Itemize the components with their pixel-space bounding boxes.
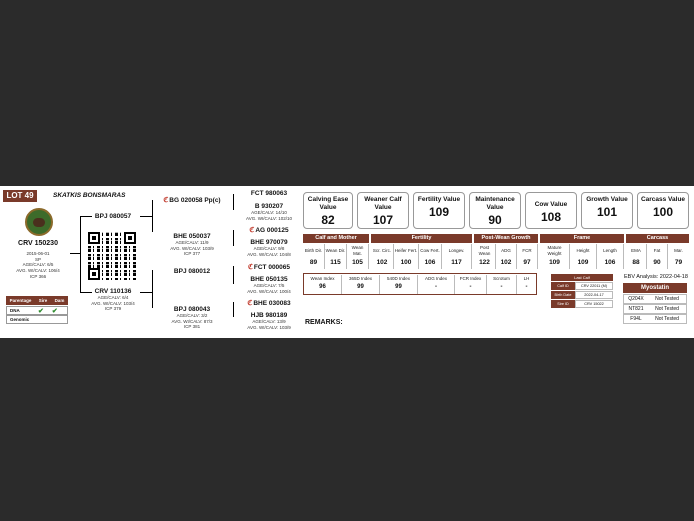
animal-details <box>6 251 70 279</box>
sa-stud-icon: ℭ <box>247 264 253 271</box>
value-label: Maintenance Value <box>475 196 515 211</box>
trait-label: Fat <box>653 247 661 253</box>
legend-row-genomic <box>6 315 68 324</box>
sa-stud-icon: ℭ <box>163 197 169 204</box>
pedigree-line <box>233 302 234 317</box>
check-icon: ✔ <box>51 307 58 315</box>
value-number: 101 <box>596 204 618 219</box>
ddd-avg: AVG. WI/CALV: 103/9 <box>247 324 291 330</box>
value-box-cow <box>525 192 577 229</box>
sd-block <box>160 233 224 257</box>
index-value: - <box>525 284 528 290</box>
section-frame: Frame <box>540 234 624 243</box>
index-cell <box>342 275 380 294</box>
trait-value: 105 <box>352 259 363 266</box>
last-calf-key: Birth Date <box>551 291 575 299</box>
trait-value: 122 <box>479 259 490 266</box>
dd-id: BPJ 080043 <box>173 306 211 313</box>
trait-label: Wean Dir. <box>325 247 346 253</box>
pedigree-line <box>233 230 234 246</box>
value-box-fertility <box>413 192 465 229</box>
pedigree-line <box>140 216 152 217</box>
value-number: 108 <box>540 209 562 224</box>
legend-parentage: Parentage <box>9 298 32 303</box>
trait-cell <box>597 244 624 269</box>
dss-id-text: FCT 000065 <box>253 264 291 271</box>
myostatin-row <box>623 314 687 324</box>
value-box-growth <box>581 192 633 229</box>
trait-cell <box>570 244 597 269</box>
trait-value: 102 <box>376 259 388 266</box>
last-calf-row <box>551 291 613 299</box>
last-calf-header: Last Calf <box>551 274 613 281</box>
sa-stud-icon: ℭ <box>247 300 253 307</box>
trait-label: Length <box>603 247 617 253</box>
animal-sex: SP <box>34 256 41 262</box>
myostatin-value: Not Tested <box>655 306 679 312</box>
index-cell <box>517 275 536 294</box>
myostatin-header: Myostatin <box>623 283 687 293</box>
trait-cell <box>668 244 689 269</box>
trait-value: 102 <box>500 259 512 266</box>
value-label: Weaner Calf Value <box>364 196 402 211</box>
trait-value: 88 <box>632 259 640 266</box>
ssd-block <box>238 203 300 221</box>
trait-label: Cow Fert. <box>420 247 440 253</box>
last-calf-value: 2022-04-17 <box>575 291 613 299</box>
trait-value: 79 <box>674 259 683 266</box>
dds-id-text: BHE 030083 <box>253 300 291 307</box>
ebv-analysis-date: EBV Analysis: 2022-04-18 <box>624 274 688 280</box>
index-label: ADG Index <box>424 276 447 281</box>
value-number: 90 <box>488 212 502 227</box>
trait-value: 106 <box>424 259 436 266</box>
ddd-block <box>238 312 300 330</box>
animal-id: CRV 150230 <box>18 240 58 247</box>
sdd-id: BHE 970079 <box>250 239 288 246</box>
trait-label: Birth Dir. <box>304 247 323 253</box>
index-value: 99 <box>357 284 364 290</box>
value-box-calving-ease <box>303 192 353 229</box>
sds-id-text: AG 000125 <box>255 227 289 234</box>
sd-avg: AVG. WI/CALV: 103/9 <box>170 245 214 251</box>
myostatin-key: NT821 <box>628 306 644 312</box>
sds-id <box>238 226 300 234</box>
dsd-id: BHE 050135 <box>250 276 288 283</box>
dss-id <box>238 263 300 271</box>
ssd-avg: AVG. WI/CALV: 102/10 <box>246 215 292 221</box>
dd-age: AGE/CALV: 3/2 <box>176 313 208 318</box>
value-box-carcass <box>637 192 689 229</box>
dd-avg: AVG. WI/CALV: 87/3 <box>171 318 213 324</box>
last-calf-key: Calf ID <box>551 282 575 290</box>
animal-age-calv: AGE/CALV: 6/5 <box>22 262 54 268</box>
dam-icp: ICP 379 <box>104 306 122 312</box>
trait-value: 109 <box>549 259 560 266</box>
trait-label: Height <box>576 247 590 253</box>
value-number: 100 <box>652 204 674 219</box>
trait-value: 117 <box>451 259 462 266</box>
myostatin-key: Q204X <box>628 296 644 302</box>
remarks-label: REMARKS: <box>305 319 343 326</box>
index-label: Wean Index <box>310 276 335 281</box>
last-calf-key: Sire ID <box>551 300 575 308</box>
sire-id: BPJ 080057 <box>94 213 132 220</box>
pedigree-line <box>80 216 81 292</box>
value-number: 107 <box>372 212 394 227</box>
value-box-maintenance <box>469 192 521 229</box>
sa-stud-icon: ℭ <box>249 227 255 234</box>
ss-id <box>160 196 224 204</box>
value-label: Cow Value <box>534 201 568 208</box>
lot-badge: LOT 49 <box>3 190 37 202</box>
index-value: - <box>469 284 472 290</box>
sdd-block <box>238 239 300 257</box>
trait-label: EMA <box>631 247 641 253</box>
index-cell <box>304 275 342 294</box>
trait-cell <box>540 244 570 269</box>
myostatin-key: F94L <box>630 316 642 322</box>
trait-cell <box>442 244 472 269</box>
animal-icp: ICP 366 <box>29 273 47 279</box>
animal-dob: 2015-06-01 <box>26 251 50 256</box>
pedigree-line <box>70 253 80 254</box>
value-label: Calving Ease Value <box>307 196 349 211</box>
myostatin-row <box>623 304 687 314</box>
trait-label: Wean Mat. <box>351 245 364 256</box>
ssd-id: B 930207 <box>254 203 284 210</box>
sd-age: AGE/CALV: 11/9 <box>175 240 209 245</box>
legend-sire: Sire <box>38 298 48 303</box>
sdd-avg: AVG. WI/CALV: 104/8 <box>247 251 291 257</box>
myostatin-value: Not Tested <box>655 296 679 302</box>
trait-value: 115 <box>330 259 341 266</box>
pedigree-line <box>152 200 153 232</box>
trait-value: 109 <box>577 259 589 266</box>
index-label: Scrotum <box>493 276 510 281</box>
last-calf-value: CRV 22011 (M) <box>575 282 613 290</box>
dam-id: CRV 110136 <box>94 288 132 295</box>
dsd-avg: AVG. WI/CALV: 100/4 <box>247 288 291 294</box>
section-calf-mother: Calf and Mother <box>303 234 369 243</box>
trait-label: FCR <box>522 247 532 253</box>
legend-dam: Dam <box>54 298 65 303</box>
trait-cell <box>496 244 517 269</box>
trait-value: 90 <box>653 259 661 266</box>
legend-row-label: Genomic <box>10 317 30 322</box>
ddd-age: AGE/CALV: 13/9 <box>252 319 286 324</box>
last-calf-row <box>551 300 613 308</box>
sale-card <box>0 186 694 338</box>
trait-label: Scr. Circ. <box>372 247 392 253</box>
sdd-age: AGE/CALV: 9/8 <box>253 246 285 251</box>
myostatin-value: Not Tested <box>655 316 679 322</box>
index-value: - <box>500 284 503 290</box>
index-cell <box>487 275 517 294</box>
trait-cell <box>394 244 419 269</box>
index-value: 96 <box>319 284 326 290</box>
trait-cell <box>647 244 668 269</box>
trait-label: Mar. <box>674 247 683 253</box>
trait-label: Mature Weight <box>547 245 562 256</box>
pedigree-line <box>140 292 152 293</box>
section-carcass: Carcass <box>626 234 689 243</box>
index-cell <box>380 275 418 294</box>
value-box-weaner-calf <box>357 192 409 229</box>
trait-label: ADG <box>501 247 511 253</box>
legend-row-label: DNA <box>10 308 20 313</box>
qr-code-icon[interactable] <box>88 232 136 280</box>
trait-value: 97 <box>523 259 531 266</box>
parentage-legend-header <box>6 296 68 305</box>
pedigree-line <box>233 194 234 210</box>
herd-name: SKATKIS BONSMARAS <box>53 192 126 199</box>
pedigree-line <box>233 266 234 284</box>
sd-id: BHE 050037 <box>173 233 211 240</box>
last-calf-value: CRV 15022 <box>575 300 613 308</box>
trait-value: 89 <box>309 259 318 266</box>
value-number: 82 <box>321 212 335 227</box>
index-label: FCR Index <box>459 276 482 281</box>
trait-cell <box>419 244 442 269</box>
trait-value: 106 <box>604 259 616 266</box>
ssd-age: AGE/CALV: 14/10 <box>251 210 287 215</box>
index-label: 540D Index <box>386 276 411 281</box>
section-post-wean: Post-Wean Growth <box>474 234 538 243</box>
trait-cell <box>347 244 369 269</box>
legend-row-dna <box>6 306 68 315</box>
last-calf-row <box>551 282 613 290</box>
dsd-block <box>238 276 300 294</box>
dam-block <box>88 288 138 312</box>
ds-id: BPJ 080012 <box>173 268 211 275</box>
sd-icp: ICP 377 <box>183 251 201 257</box>
value-number: 109 <box>428 204 450 219</box>
trait-cell <box>517 244 538 269</box>
value-label: Fertility Value <box>417 196 461 203</box>
index-cell <box>455 275 487 294</box>
trait-label: Longev. <box>448 247 465 253</box>
dsd-age: AGE/CALV: 7/5 <box>253 283 285 288</box>
trait-label: Heifer Fert. <box>394 247 418 253</box>
ddd-id: HJB 980189 <box>250 312 288 319</box>
index-value: - <box>435 284 437 290</box>
check-icon: ✔ <box>38 307 44 315</box>
trait-label: Post Wean <box>478 245 491 256</box>
value-label: Growth Value <box>586 196 628 203</box>
section-fertility: Fertility <box>371 234 472 243</box>
trait-cell <box>303 244 325 269</box>
dds-id <box>238 299 300 307</box>
dam-age-calv: AGE/CALV: 6/4 <box>97 295 129 300</box>
index-label: 365D Index <box>348 276 373 281</box>
myostatin-row <box>623 294 687 304</box>
trait-cell <box>626 244 647 269</box>
trait-cell <box>325 244 347 269</box>
dd-icp: ICP 381 <box>183 324 201 330</box>
breed-logo-icon <box>25 208 53 236</box>
trait-value: 100 <box>400 259 412 266</box>
dd-block <box>160 306 224 330</box>
trait-cell <box>371 244 394 269</box>
ss-id-text: BG 020058 Pp(c) <box>169 197 221 204</box>
index-value: 99 <box>395 284 402 290</box>
index-cell <box>418 275 455 294</box>
dam-avg: AVG. WI/CALV: 103/4 <box>91 300 135 306</box>
trait-cell <box>474 244 496 269</box>
pedigree-line <box>152 270 153 308</box>
sss-id: FCT 980063 <box>250 190 288 197</box>
index-label: LH <box>523 276 530 281</box>
animal-avg-wcalv: AVG. WI/CALV: 106/4 <box>16 267 60 273</box>
value-label: Carcass Value <box>640 196 686 203</box>
